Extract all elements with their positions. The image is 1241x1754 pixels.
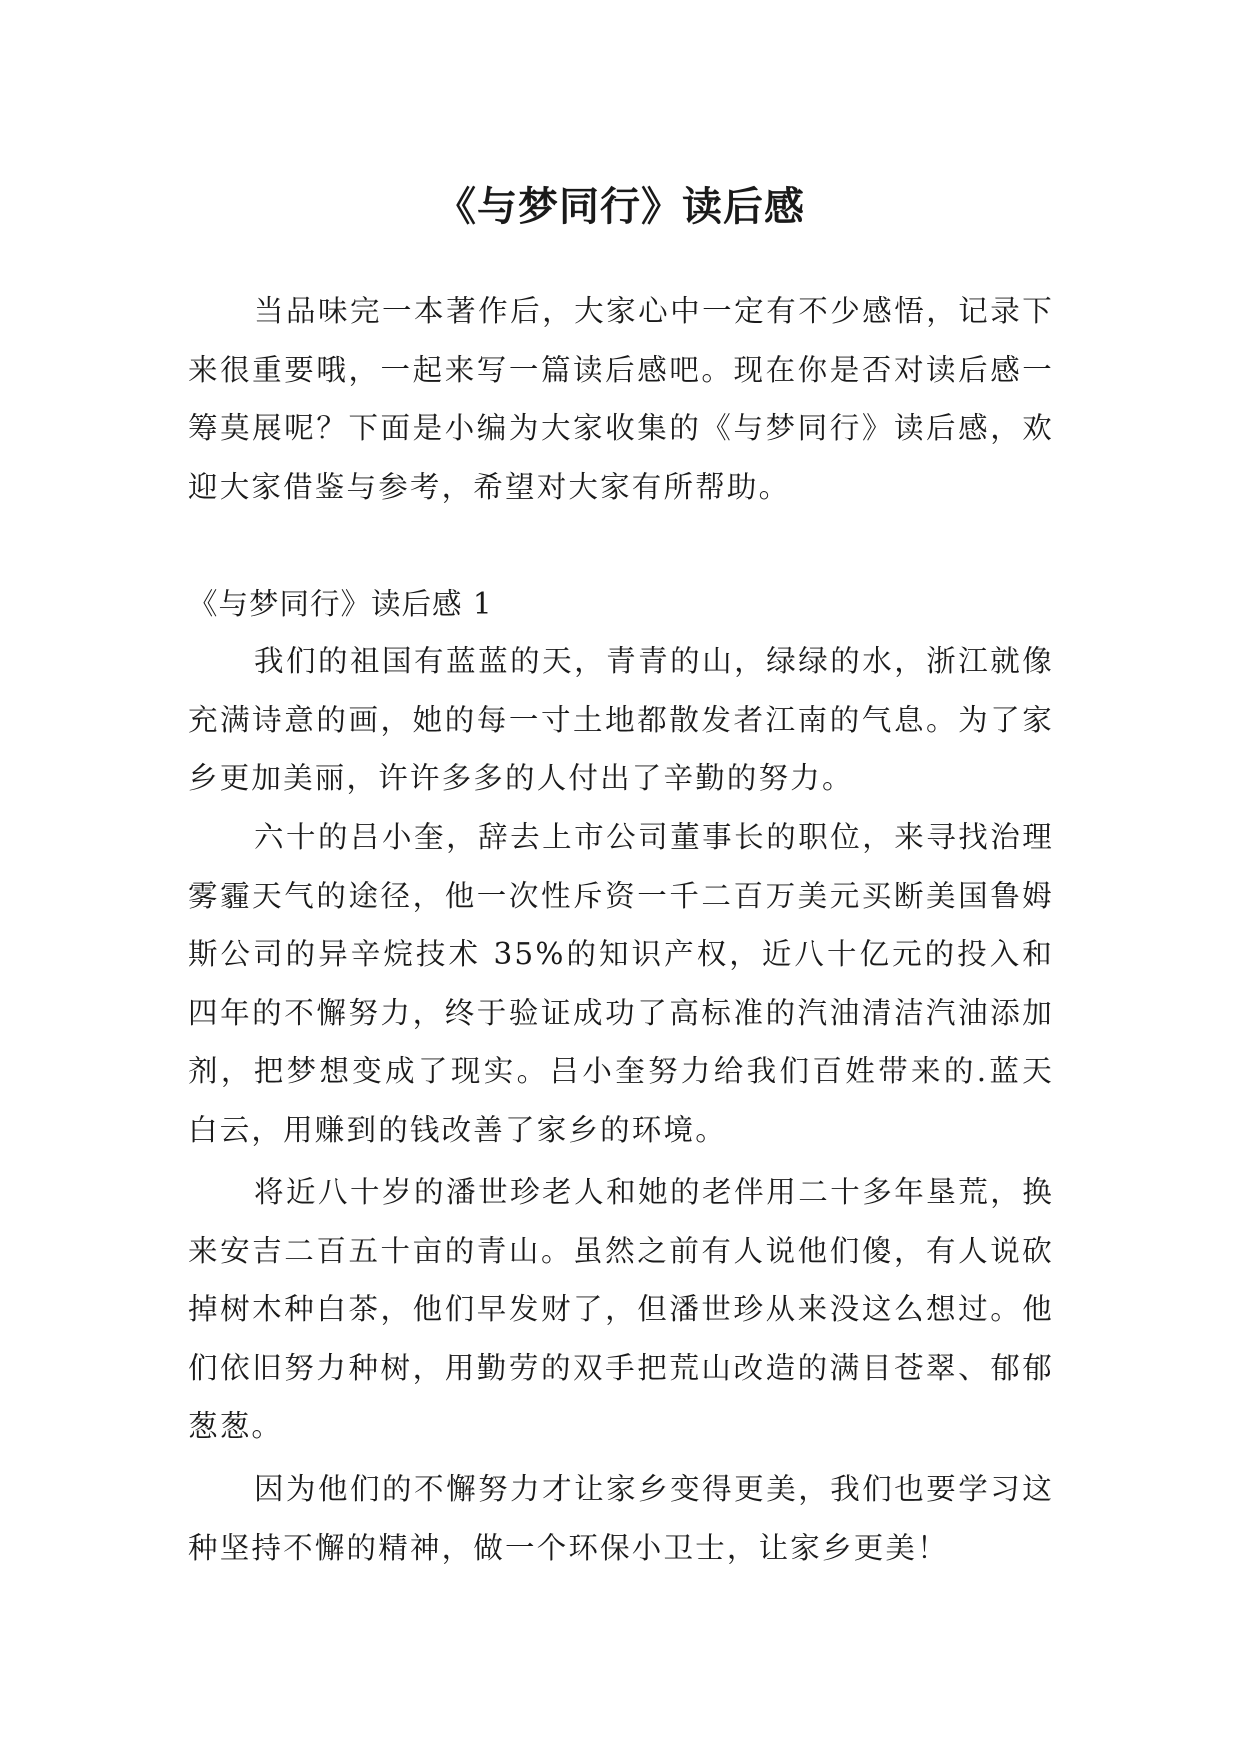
document-title: 《与梦同行》读后感 xyxy=(436,183,805,230)
body-paragraph-2: 六十的吕小奎，辞去上市公司董事长的职位，来寻找治理雾霾天气的途径，他一次性斥资一千二百万美元买断美国鲁姆斯公司的异辛烷技术 35%的知识产权，近八十亿元的投入和四年的不懈努力，终于验证成功了高标准的汽油清洁汽油添加剂，把梦想变成了现实。吕小奎努力给我们百姓带来的.蓝天白云，用赚到的钱改善了家乡的环境。 xyxy=(188,820,1054,1147)
body-paragraph-4: 因为他们的不懈努力才让家乡变得更美，我们也要学习这种坚持不懈的精神，做一个环保小卫士，让家乡更美！ xyxy=(188,1472,1054,1565)
intro-paragraph: 当品味完一本著作后，大家心中一定有不少感悟，记录下来很重要哦，一起来写一篇读后感吧。现在你是否对读后感一筹莫展呢？下面是小编为大家收集的《与梦同行》读后感，欢迎大家借鉴与参考，希望对大家有所帮助。 xyxy=(188,294,1054,504)
body-paragraph-3: 将近八十岁的潘世珍老人和她的老伴用二十多年垦荒，换来安吉二百五十亩的青山。虽然之前有人说他们傻，有人说砍掉树木种白茶，他们早发财了，但潘世珍从来没这么想过。他们依旧努力种树，用勤劳的双手把荒山改造的满目苍翠、郁郁葱葱。 xyxy=(188,1175,1054,1443)
section-heading: 《与梦同行》读后感 1 xyxy=(188,587,493,621)
body-paragraph-1: 我们的祖国有蓝蓝的天，青青的山，绿绿的水，浙江就像充满诗意的画，她的每一寸土地都散发者江南的气息。为了家乡更加美丽，许许多多的人付出了辛勤的努力。 xyxy=(188,644,1054,795)
